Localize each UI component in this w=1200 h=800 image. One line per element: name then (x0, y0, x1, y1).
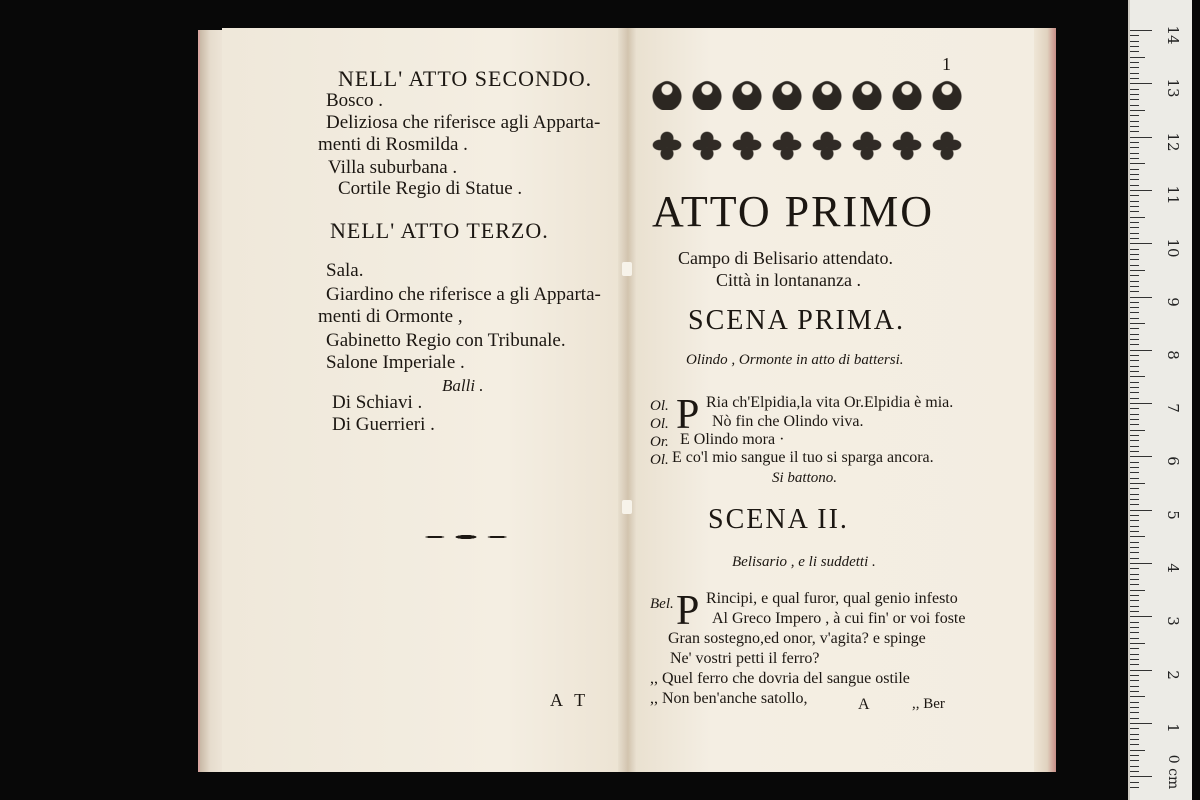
ruler-number: 11 (1164, 185, 1182, 205)
ruler-tick (1130, 643, 1145, 644)
ruler-tick (1130, 622, 1139, 623)
floral-ornament-icon (890, 76, 924, 110)
ruler-tick (1130, 259, 1139, 260)
binding-stitch (622, 500, 632, 514)
catchword: ,, Ber (912, 696, 945, 712)
ruler-tick (1130, 734, 1139, 735)
ruler-tick (1130, 121, 1139, 122)
ruler-tick (1130, 131, 1139, 132)
ruler-tick (1130, 515, 1139, 516)
ruler-tick (1130, 771, 1139, 772)
ruler-tick (1130, 424, 1139, 425)
ruler-tick (1130, 718, 1139, 719)
ruler-tick (1130, 462, 1139, 463)
ruler-number: 13 (1164, 78, 1182, 98)
ruler-tick (1130, 233, 1139, 234)
ruler-tick (1130, 46, 1139, 47)
floral-ornament-icon (690, 128, 724, 162)
ruler-tick (1130, 67, 1139, 68)
dialogue-line: Ne' vostri petti il ferro? (670, 650, 820, 667)
ruler-tick (1130, 616, 1152, 617)
scene-title: SCENA II. (708, 504, 849, 535)
list-item: Villa suburbana . (328, 157, 458, 178)
ruler-tick (1130, 675, 1139, 676)
ruler-tick (1130, 403, 1152, 404)
dialogue-line: Al Greco Impero , à cui fin' or voi foste (712, 610, 966, 627)
ruler-tick (1130, 105, 1139, 106)
ruler-tick (1130, 744, 1139, 745)
ruler-tick (1130, 611, 1139, 612)
ruler-tick (1130, 169, 1139, 170)
ruler-tick (1130, 270, 1145, 271)
ruler-number: 2 (1164, 669, 1182, 680)
ruler-tick (1130, 398, 1139, 399)
ruler-tick (1130, 89, 1139, 90)
ruler-number: 5 (1164, 509, 1182, 520)
signature-mark: A (858, 696, 870, 713)
ruler-tick (1130, 760, 1139, 761)
ruler-tick (1130, 147, 1139, 148)
measurement-ruler (1128, 0, 1192, 800)
drop-cap: P (676, 588, 700, 634)
ruler-tick (1130, 291, 1139, 292)
ruler-tick (1130, 414, 1139, 415)
ruler-tick (1130, 478, 1139, 479)
ruler-tick (1130, 750, 1145, 751)
ruler-tick (1130, 632, 1139, 633)
page-number: 1 (942, 54, 951, 74)
ruler-tick (1130, 249, 1139, 250)
ruler-tick (1130, 30, 1152, 31)
floral-ornament-icon (890, 128, 924, 162)
ornamental-tailpiece (414, 527, 518, 547)
ruler-tick (1130, 536, 1145, 537)
ruler-tick (1130, 755, 1139, 756)
speaker-label: Bel. (650, 596, 674, 612)
ruler-tick (1130, 430, 1145, 431)
ruler-tick (1130, 638, 1139, 639)
ruler-tick (1130, 35, 1139, 36)
floral-ornament-icon (850, 76, 884, 110)
ruler-tick (1130, 686, 1139, 687)
speaker-label: Ol. (650, 416, 669, 432)
ruler-number: 9 (1164, 296, 1182, 307)
ruler-number: 6 (1164, 456, 1182, 467)
ruler-tick (1130, 286, 1139, 287)
ruler-tick (1130, 174, 1139, 175)
ornament-band-top (650, 76, 964, 110)
ruler-tick (1130, 94, 1139, 95)
ruler-tick (1130, 382, 1139, 383)
ruler-tick (1130, 302, 1139, 303)
ruler-number: 10 (1164, 238, 1182, 258)
ruler-tick (1130, 483, 1145, 484)
list-item: Gabinetto Regio con Tribunale. (326, 330, 566, 351)
ruler-tick (1130, 574, 1139, 575)
ruler-tick (1130, 563, 1152, 564)
ruler-tick (1130, 137, 1152, 138)
list-item: Cortile Regio di Statue . (338, 178, 523, 199)
ruler-tick (1130, 691, 1139, 692)
ruler-tick (1130, 371, 1139, 372)
ruler-tick (1130, 664, 1139, 665)
ruler-tick (1130, 297, 1152, 298)
ruler-tick (1130, 158, 1139, 159)
dialogue-line: Rincipi, e qual furor, qual genio infesto (706, 590, 958, 607)
ruler-tick (1130, 606, 1139, 607)
ruler-tick (1130, 195, 1139, 196)
ruler-tick (1130, 334, 1139, 335)
setting-line: Campo di Belisario attendato. (678, 248, 893, 268)
ruler-number: 12 (1164, 132, 1182, 152)
speaker-label: Ol. (650, 398, 669, 414)
ruler-tick (1130, 392, 1139, 393)
ruler-tick (1130, 206, 1139, 207)
ruler-tick (1130, 670, 1152, 671)
ruler-tick (1130, 787, 1139, 788)
ruler-tick (1130, 163, 1145, 164)
ruler-tick (1130, 344, 1139, 345)
ruler-tick (1130, 654, 1139, 655)
ruler-tick (1130, 217, 1145, 218)
drop-cap: P (676, 392, 700, 438)
ruler-tick (1130, 360, 1139, 361)
ruler-number: 7 (1164, 403, 1182, 413)
ruler-tick (1130, 115, 1139, 116)
ruler-tick (1130, 552, 1139, 553)
ruler-number: 3 (1164, 616, 1182, 627)
ruler-tick (1130, 339, 1139, 340)
ruler-tick (1130, 355, 1139, 356)
ruler-tick (1130, 211, 1139, 212)
ruler-tick (1130, 57, 1145, 58)
ruler-tick (1130, 328, 1139, 329)
ruler-tick (1130, 419, 1139, 420)
ruler-number: 14 (1164, 25, 1182, 45)
floral-ornament-icon (810, 76, 844, 110)
ruler-tick (1130, 254, 1139, 255)
setting-line: Città in lontananza . (716, 270, 861, 290)
ruler-tick (1130, 318, 1139, 319)
floral-ornament-icon (930, 128, 964, 162)
ruler-tick (1130, 568, 1139, 569)
ruler-tick (1130, 782, 1139, 783)
ruler-tick (1130, 590, 1145, 591)
ruler-number: 1 (1164, 723, 1182, 733)
ruler-tick (1130, 659, 1139, 660)
ruler-tick (1130, 350, 1152, 351)
ruler-tick (1130, 627, 1139, 628)
ruler-tick (1130, 451, 1139, 452)
ruler-tick (1130, 728, 1139, 729)
binding-stitch (622, 262, 632, 276)
ruler-tick (1130, 62, 1139, 63)
ruler-number: 8 (1164, 350, 1182, 360)
floral-ornament-icon (810, 128, 844, 162)
ruler-number: 4 (1164, 563, 1182, 573)
left-heading-act-two: NELL' ATTO SECONDO. (338, 66, 593, 91)
act-title: ATTO PRIMO (652, 187, 935, 236)
floral-ornament-icon (770, 128, 804, 162)
ruler-tick (1130, 83, 1152, 84)
ruler-tick (1130, 446, 1139, 447)
ruler-tick (1130, 190, 1152, 191)
ruler-tick (1130, 142, 1139, 143)
list-item: Di Schiavi . (332, 392, 423, 413)
ruler-tick (1130, 499, 1139, 500)
dialogue-line: E Olindo mora · (680, 431, 785, 448)
ruler-tick (1130, 275, 1139, 276)
ruler-tick (1130, 595, 1139, 596)
ruler-tick (1130, 520, 1139, 521)
dialogue-line: Nò fin che Olindo viva. (712, 413, 864, 430)
ruler-tick (1130, 579, 1139, 580)
ruler-tick (1130, 504, 1139, 505)
speaker-label: Or. (650, 434, 669, 450)
scene-characters: Belisario , e li suddetti . (732, 554, 876, 570)
catchword: A T (550, 690, 590, 710)
stage-direction: Si battono. (772, 470, 838, 486)
floral-ornament-icon (930, 76, 964, 110)
list-item: Di Guerrieri . (332, 414, 435, 435)
ruler-tick (1130, 366, 1139, 367)
floral-ornament-icon (850, 128, 884, 162)
ruler-tick (1130, 126, 1139, 127)
ruler-tick (1130, 238, 1139, 239)
ruler-tick (1130, 648, 1139, 649)
book-gutter (618, 28, 636, 772)
ruler-tick (1130, 153, 1139, 154)
dialogue-line: ,, Non ben'anche satollo, (650, 690, 808, 707)
ruler-tick (1130, 227, 1139, 228)
ruler-tick (1130, 712, 1139, 713)
ruler-tick (1130, 323, 1145, 324)
ruler-tick (1130, 201, 1139, 202)
left-heading-act-three: NELL' ATTO TERZO. (330, 218, 549, 243)
ruler-tick (1130, 526, 1139, 527)
ruler-tick (1130, 435, 1139, 436)
floral-ornament-icon (650, 76, 684, 110)
floral-ornament-icon (730, 128, 764, 162)
ruler-tick (1130, 707, 1139, 708)
floral-ornament-icon (690, 76, 724, 110)
list-item: menti di Rosmilda . (318, 134, 468, 155)
ruler-tick (1130, 531, 1139, 532)
ruler-tick (1130, 558, 1139, 559)
ruler-tick (1130, 376, 1145, 377)
ruler-tick (1130, 440, 1139, 441)
ruler-tick (1130, 472, 1139, 473)
ruler-tick (1130, 243, 1152, 244)
ruler-tick (1130, 456, 1152, 457)
ruler-tick (1130, 312, 1139, 313)
ruler-tick (1130, 78, 1139, 79)
right-page-edge (1034, 28, 1056, 772)
list-item: menti di Ormonte , (318, 306, 463, 327)
list-item: Bosco . (326, 90, 383, 111)
ruler-tick (1130, 73, 1139, 74)
ruler-tick (1130, 307, 1139, 308)
dialogue-line: E co'l mio sangue il tuo si sparga ancora. (672, 449, 934, 466)
ruler-tick (1130, 265, 1139, 266)
ruler-tick (1130, 739, 1139, 740)
ruler-tick (1130, 110, 1145, 111)
list-item: Deliziosa che riferisce agli Apparta- (326, 112, 601, 133)
ruler-tick (1130, 51, 1139, 52)
scene-characters: Olindo , Ormonte in atto di battersi. (686, 352, 904, 368)
ruler-tick (1130, 600, 1139, 601)
ruler-tick (1130, 222, 1139, 223)
ornament-band-bottom (650, 128, 964, 162)
ruler-unit-label: 0 cm (1165, 754, 1182, 790)
ruler-tick (1130, 547, 1139, 548)
ruler-tick (1130, 99, 1139, 100)
ruler-tick (1130, 723, 1152, 724)
ruler-tick (1130, 467, 1139, 468)
ruler-tick (1130, 702, 1139, 703)
list-item: Giardino che riferisce a gli Apparta- (326, 284, 601, 305)
list-item: Sala. (326, 260, 364, 281)
ruler-tick (1130, 766, 1139, 767)
ruler-tick (1130, 387, 1139, 388)
ruler-tick (1130, 488, 1139, 489)
floral-ornament-icon (650, 128, 684, 162)
ruler-tick (1130, 542, 1139, 543)
ruler-tick (1130, 179, 1139, 180)
ruler-tick (1130, 408, 1139, 409)
dialogue-line: ,, Quel ferro che dovria del sangue ostile (650, 670, 910, 687)
balli-label: Balli . (442, 376, 484, 395)
ruler-tick (1130, 510, 1152, 511)
ruler-tick (1130, 696, 1145, 697)
ruler-tick (1130, 776, 1152, 777)
ruler-tick (1130, 281, 1139, 282)
ruler-tick (1130, 41, 1139, 42)
speaker-label: Ol. (650, 452, 669, 468)
floral-ornament-icon (770, 76, 804, 110)
scene-title: SCENA PRIMA. (688, 305, 905, 336)
ruler-tick (1130, 584, 1139, 585)
dialogue-line: Ria ch'Elpidia,la vita Or.Elpidia è mia. (706, 394, 954, 411)
ruler-tick (1130, 494, 1139, 495)
ruler-tick (1130, 680, 1139, 681)
floral-ornament-icon (730, 76, 764, 110)
dialogue-line: Gran sostegno,ed onor, v'agita? e spinge (668, 630, 926, 647)
ruler-tick (1130, 185, 1139, 186)
list-item: Salone Imperiale . (326, 352, 465, 373)
